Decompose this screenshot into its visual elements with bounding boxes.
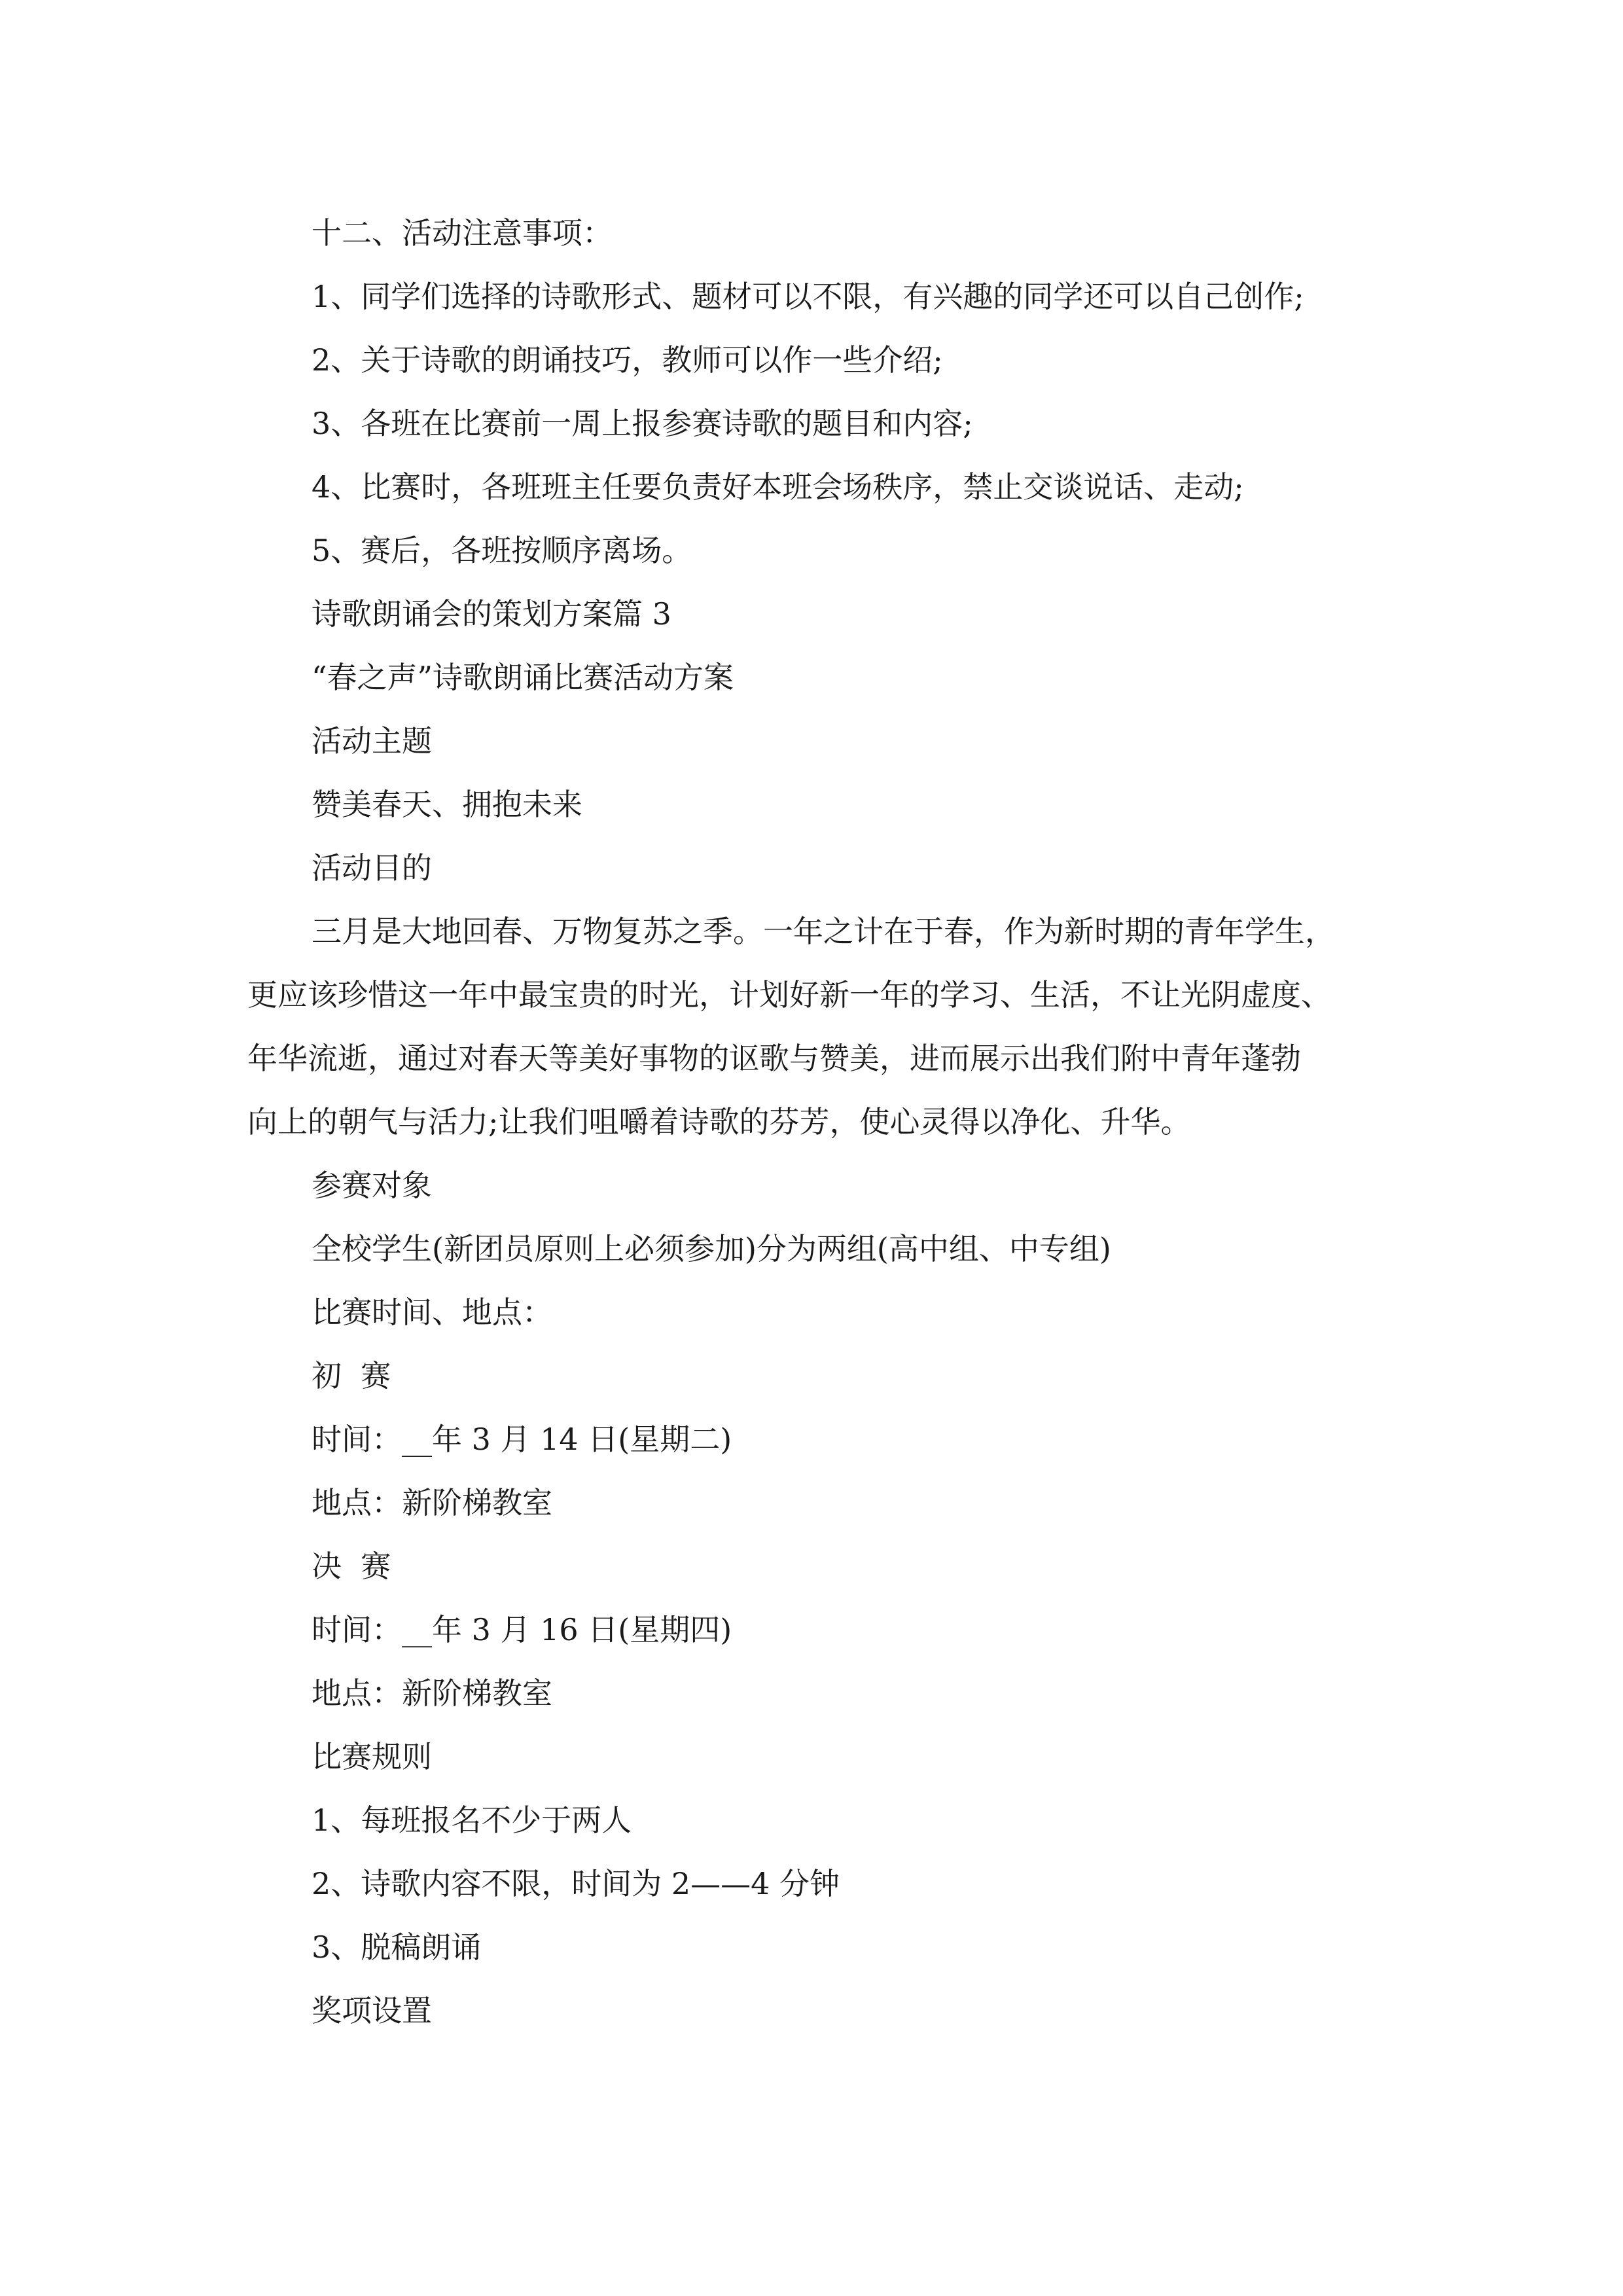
rules-item-3: 3、脱稿朗诵 <box>312 1929 482 1965</box>
plan-title: 诗歌朗诵会的策划方案篇 3 <box>312 596 671 632</box>
preliminary-time: 时间：__年 3 月 14 日(星期二) <box>312 1422 732 1457</box>
heading-preliminary: 初 赛 <box>312 1358 391 1393</box>
participants-text: 全校学生(新团员原则上必须参加)分为两组(高中组、中专组) <box>312 1231 1111 1266</box>
heading-participants: 参赛对象 <box>312 1168 432 1203</box>
heading-purpose: 活动目的 <box>312 850 432 886</box>
heading-awards: 奖项设置 <box>312 1993 432 2028</box>
rules-item-2: 2、诗歌内容不限，时间为 2——4 分钟 <box>312 1866 840 1901</box>
activity-title: “春之声”诗歌朗诵比赛活动方案 <box>312 660 734 695</box>
section-heading-notes: 十二、活动注意事项： <box>312 215 613 251</box>
notes-item-3: 3、各班在比赛前一周上报参赛诗歌的题目和内容; <box>312 406 973 441</box>
notes-item-1: 1、同学们选择的诗歌形式、题材可以不限，有兴趣的同学还可以自己创作; <box>312 279 1304 314</box>
theme-text: 赞美春天、拥抱未来 <box>312 787 582 822</box>
purpose-line-4: 向上的朝气与活力;让我们咀嚼着诗歌的芬芳，使心灵得以净化、升华。 <box>247 1104 1191 1139</box>
document-body <box>247 202 1386 2043</box>
purpose-line-3: 年华流逝，通过对春天等美好事物的讴歌与赞美，进而展示出我们附中青年蓬勃 <box>247 1041 1301 1076</box>
heading-final: 决 赛 <box>312 1549 391 1584</box>
rules-item-1: 1、每班报名不少于两人 <box>312 1803 632 1838</box>
notes-item-2: 2、关于诗歌的朗诵技巧，教师可以作一些介绍; <box>312 342 943 378</box>
notes-item-5: 5、赛后，各班按顺序离场。 <box>312 533 692 568</box>
heading-rules: 比赛规则 <box>312 1739 432 1774</box>
heading-theme: 活动主题 <box>312 723 432 759</box>
purpose-line-1: 三月是大地回春、万物复苏之季。一年之计在于春，作为新时期的青年学生， <box>312 914 1335 949</box>
notes-item-4: 4、比赛时，各班班主任要负责好本班会场秩序，禁止交谈说话、走动; <box>312 469 1244 505</box>
final-time: 时间：__年 3 月 16 日(星期四) <box>312 1612 732 1647</box>
preliminary-place: 地点：新阶梯教室 <box>312 1485 552 1520</box>
purpose-line-2: 更应该珍惜这一年中最宝贵的时光，计划好新一年的学习、生活，不让光阴虚度、 <box>247 977 1331 1013</box>
final-place: 地点：新阶梯教室 <box>312 1676 552 1711</box>
heading-time-place: 比赛时间、地点： <box>312 1295 552 1330</box>
